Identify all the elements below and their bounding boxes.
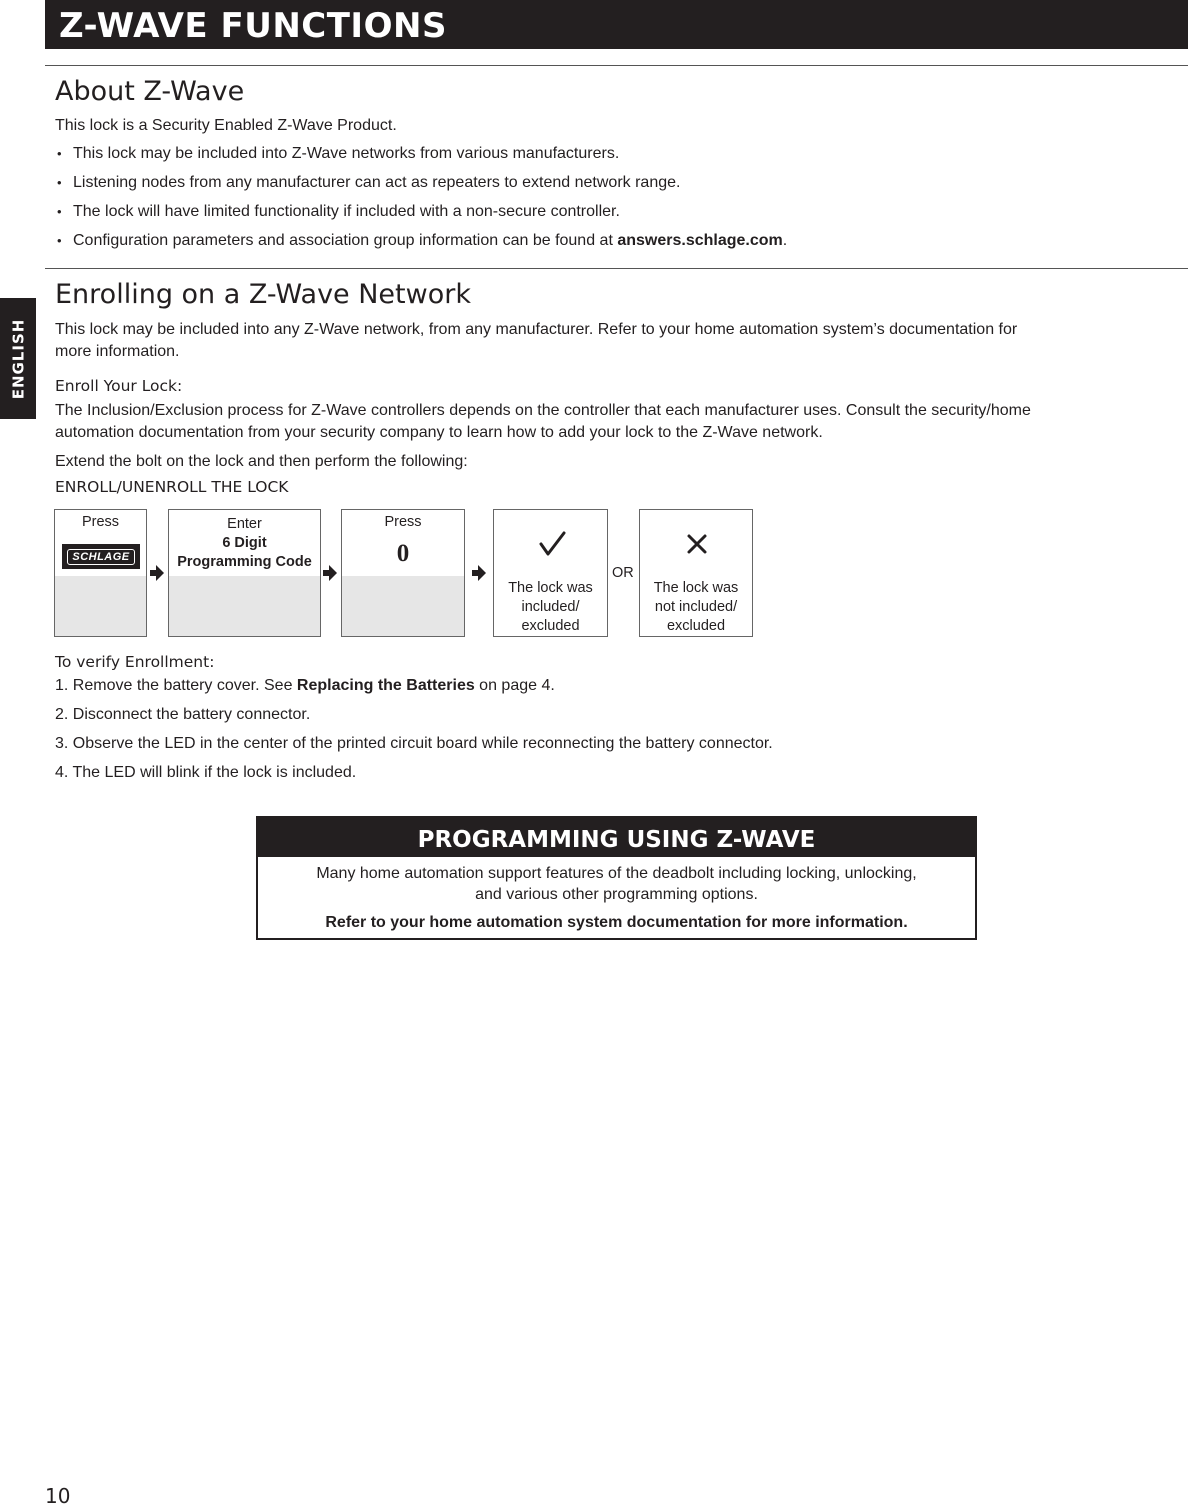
about-heading: About Z-Wave	[55, 76, 245, 107]
result-fail	[639, 509, 753, 637]
about-bullet-2: • Listening nodes from any manufacturer can act as repeaters to extend network range.	[73, 174, 680, 192]
programming-callout	[256, 816, 977, 940]
or-separator: OR	[612, 565, 634, 581]
step-enter-code	[168, 509, 321, 637]
step-1-label: Press	[81, 514, 120, 530]
section-divider	[45, 65, 1188, 66]
page-title: Z-WAVE FUNCTIONS	[45, 0, 1188, 49]
result-fail-line-3: excluded	[666, 618, 726, 634]
result-success-line-3: excluded	[521, 618, 580, 634]
arrow-right-icon	[150, 565, 164, 581]
programming-line-3: Refer to your home automation system documentation for more information.	[325, 914, 908, 931]
about-bullet-4	[73, 232, 787, 250]
verify-step-1	[55, 675, 555, 696]
extend-bolt-text: Extend the bolt on the lock and then perform the following:	[55, 453, 468, 470]
bullet-4-prefix: Configuration parameters and association group information can be found at	[73, 232, 618, 249]
schlage-logo	[62, 544, 140, 569]
step-2-line-3: Programming Code	[177, 554, 312, 570]
about-intro: This lock is a Security Enabled Z-Wave Product.	[55, 117, 397, 134]
step-2-label: Enter	[227, 516, 262, 532]
programming-title: PROGRAMMING USING Z-WAVE	[258, 818, 975, 857]
result-success-line-1: The lock was	[508, 580, 593, 596]
verify-step-1-prefix: 1. Remove the battery cover. See	[55, 677, 297, 694]
verify-step-1-suffix: on page 4.	[474, 677, 555, 694]
enrolling-intro-line-1: This lock may be included into any Z-Wave network, from any manufacturer. Refer to your home automation system’s documentation for	[55, 321, 1018, 338]
schlage-logo-text: SCHLAGE	[67, 549, 134, 565]
result-success-line-2: included/	[521, 599, 580, 615]
arrow-right-icon	[323, 565, 337, 581]
replacing-batteries-ref: Replacing the Batteries	[296, 677, 475, 694]
step-2-line-2: 6 Digit	[222, 535, 267, 551]
verify-heading: To verify Enrollment:	[55, 653, 215, 671]
about-bullet-1: • This lock may be included into Z-Wave networks from various manufacturers.	[73, 145, 619, 163]
schlage-answers-link[interactable]: answers.schlage.com	[617, 232, 783, 249]
step-press-schlage	[54, 509, 147, 637]
enrolling-heading: Enrolling on a Z-Wave Network	[55, 279, 471, 310]
language-tab-label: ENGLISH	[9, 318, 28, 399]
programming-line-1: Many home automation support features of the deadbolt including locking, unlocking,	[316, 865, 917, 882]
enroll-text-line-1: The Inclusion/Exclusion process for Z-Wave controllers depends on the controller that each manufacturer uses. Consult the security/home	[55, 402, 1031, 419]
zero-key: 0	[396, 540, 410, 567]
enroll-heading: Enroll Your Lock:	[55, 377, 183, 395]
about-bullet-3: • The lock will have limited functionality if included with a non-secure controller.	[73, 203, 620, 221]
step-3-label: Press	[384, 514, 422, 530]
section-divider	[45, 268, 1188, 269]
page-number: 10	[45, 1484, 71, 1508]
result-success	[493, 509, 608, 637]
x-mark-icon	[686, 533, 708, 555]
step-press-zero	[341, 509, 465, 637]
programming-line-2: and various other programming options.	[475, 886, 758, 903]
arrow-right-icon	[472, 565, 486, 581]
procedure-heading: ENROLL/UNENROLL THE LOCK	[55, 478, 289, 496]
enrolling-intro-line-2: more information.	[55, 343, 180, 360]
verify-step-4: 4. The LED will blink if the lock is included.	[55, 764, 357, 781]
language-tab	[0, 298, 36, 419]
verify-step-2: 2. Disconnect the battery connector.	[55, 706, 311, 723]
bullet-4-suffix: .	[782, 232, 788, 249]
verify-step-3: 3. Observe the LED in the center of the printed circuit board while reconnecting the battery connector.	[55, 735, 773, 752]
result-fail-line-1: The lock was	[653, 580, 739, 596]
result-fail-line-2: not included/	[654, 599, 738, 615]
checkmark-icon	[538, 530, 566, 558]
enroll-text-line-2: automation documentation from your security company to learn how to add your lock to the Z-Wave network.	[55, 424, 823, 441]
